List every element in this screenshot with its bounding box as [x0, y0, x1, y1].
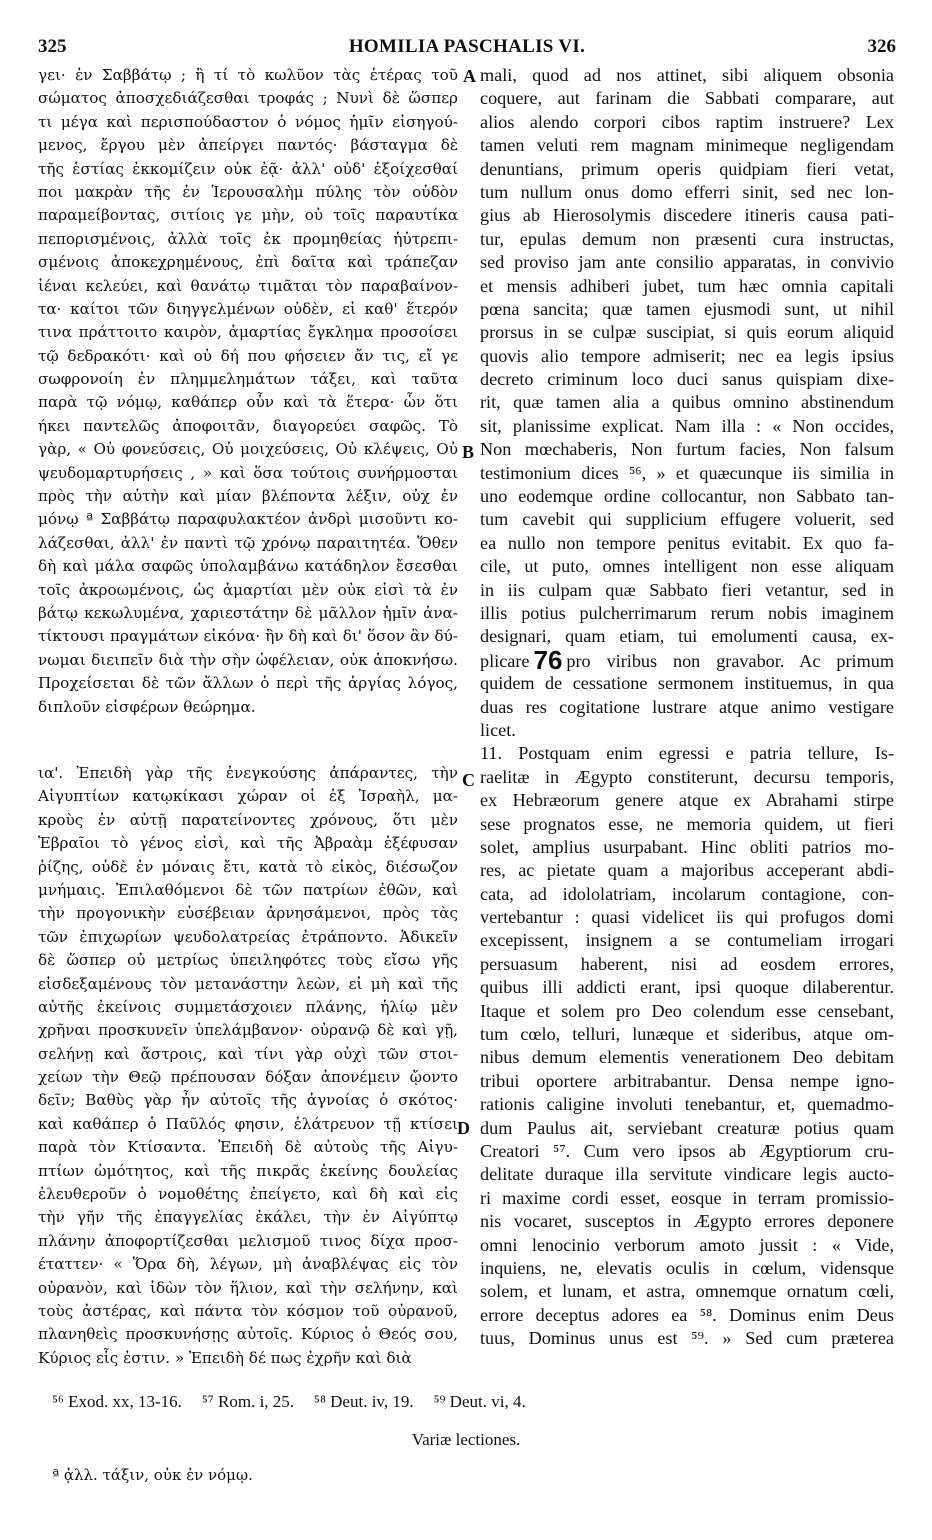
- greek-text-line: δὴ καὶ μάλα σαφῶς ὑπολαμβάνω κατάδηλον ἔσεσθαι: [38, 557, 458, 576]
- greek-text-line: χείων τὴν Θεῷ πρέπουσαν δόξαν ἀπονέμειν ᾤοντο: [38, 1068, 458, 1087]
- variant-reading: ª ᾀλλ. τάξιν, οὐκ ἐν νόμῳ.: [52, 1466, 253, 1484]
- latin-text-line: rationis caligine involuti tenebantur, et, quemadmo-: [480, 1094, 894, 1115]
- greek-text-line: τῆς ἑστίας ἐκκομίζειν οὐκ ἐᾷ· ἀλλ' οὐδ' ἐξοίχεσθαί: [38, 159, 458, 178]
- latin-text-line: tuus, Dominus unus est ⁵⁹. » Sed cum præterea: [480, 1328, 894, 1349]
- latin-text-line: testimonium dices ⁵⁶, » et quæcunque iis similia in: [480, 462, 894, 483]
- greek-text-line: διπλοῦν εἰσφέρων θεώρημα.: [38, 697, 256, 716]
- latin-text-line: vertebantur : quasi videlicet iis qui profugos domi: [480, 907, 894, 928]
- greek-text-line: τὴν προγονικὴν εὐσέβειαν ἀρνησάμενοι, πρὸς τὰς: [38, 904, 458, 923]
- latin-text-line: 11. Postquam enim egressi e patria tellure, Is-: [480, 743, 894, 764]
- greek-text-line: μενος, ἔργου μὲν ἀπείργει παντός· βάσταγμα δὲ: [38, 136, 458, 155]
- latin-text-line: Creatori ⁵⁷. Cum vero ipsos ab Ægyptiorum cru-: [480, 1140, 894, 1161]
- greek-text-line: Ἑβραῖοι τὸ γένος εἰσὶ, καὶ τῆς Ἀβραὰμ ἐξέφυσαν: [38, 834, 458, 853]
- greek-text-line: σελήνῃ καὶ ἄστροις, καὶ τίνι γὰρ οὐχὶ τῶν στοι-: [38, 1044, 458, 1063]
- latin-text-line: illis potius pulcherrimarum rerum nobis imaginem: [480, 602, 894, 623]
- latin-text-line: sese prognatos esse, ne memoria quidem, ut fieri: [480, 813, 894, 834]
- greek-text-line: καὶ καθάπερ ὁ Παῦλός φησιν, ἐλάτρευον τῇ κτίσει: [38, 1114, 458, 1133]
- margin-marker-a: A: [463, 66, 476, 86]
- greek-text-line: πρὸς τὴν αὐτὴν καὶ μίαν βλέποντα λέξιν, οὐχ ἐν: [38, 487, 458, 506]
- latin-text-line: ea nullo non tempore penitus evitabit. Ex quo fa-: [480, 532, 894, 553]
- greek-text-line: τὴν γῆν τῆς ἐπαγγελίας ἐκάλει, τὴν ἐν Αἰγύπτῳ: [38, 1208, 458, 1227]
- latin-text-line: cata, ad idololatriam, incolarum contagione, con-: [480, 883, 894, 904]
- latin-text-line: nibus demum elementis venerationem Deo debitam: [480, 1047, 894, 1068]
- latin-text-line: sit, planissime explicat. Nam illa : « Non occides,: [480, 415, 894, 436]
- greek-column-block-2: [38, 762, 458, 1370]
- latin-text-line: uno eodemque ordine collocantur, non Sabbato tan-: [480, 486, 894, 507]
- page-number-right: 326: [867, 36, 896, 57]
- latin-text-line: pœna sancita; quæ tamen ejusmodi sunt, ut nihil: [480, 298, 894, 319]
- latin-text-line: cile, ut puto, omnes intelligent non esse aliquam: [480, 556, 894, 577]
- latin-text-line: solet, amplius usurpabant. Hinc obliti patrios mo-: [480, 836, 894, 857]
- greek-text-line: ψευδομαρτυρήσεις , » καὶ ὅσα τούτοις συνήρμοσται: [38, 463, 458, 482]
- greek-text-line: τῷ δεδρακότι· καὶ οὐ δή που φήσειεν ἄν τις, εἴ γε: [38, 346, 458, 365]
- latin-text-line: Non mœchaberis, Non furtum facies, Non falsum: [480, 439, 894, 460]
- footnote: ⁵⁶ Exod. xx, 13-16.: [52, 1392, 182, 1411]
- greek-text-line: νωμαι διειπεῖν διὰ τὴν σὴν ὠφέλειαν, οὐκ ἀποκνήσω.: [38, 650, 458, 669]
- greek-text-line: ῥίζης, οὐδὲ ἐν μόναις ἔτι, κατὰ τὸ εἰκὸς, διέσωζον: [38, 857, 458, 876]
- running-header: [38, 36, 896, 60]
- greek-text-line: λάζεσθαι, ἀλλ' ἐν παντὶ τῷ χρόνῳ παραιτητέα. Ὅθεν: [38, 533, 458, 552]
- greek-text-line: έταττεν· « Ὅρα δὴ, λέγων, μὴ ἀναβλέψας εἰς τὸν: [38, 1255, 458, 1274]
- greek-text-line: τίκτουσι πραγμάτων εἰκόνα· ἣν δὴ καὶ δι' ὅσον ἂν δύ-: [38, 627, 458, 646]
- column-number: 76: [533, 648, 563, 673]
- greek-text-line: γὰρ, « Οὐ φονεύσεις, Οὐ μοιχεύσεις, Οὐ κλέψεις, Οὐ: [38, 440, 458, 459]
- latin-text-line: solem, et lunam, et astra, omnemque ornatum cœli,: [480, 1281, 894, 1302]
- latin-text-line: alios alendo corpori cibos raptim instruere? Lex: [480, 111, 894, 132]
- greek-text-line: τοὺς ἀστέρας, καὶ πάντα τὸν κόσμον τοῦ οὐρανοῦ,: [38, 1301, 458, 1320]
- latin-text-line: tum cœlo, telluri, lunæque et sideribus, atque om-: [480, 1024, 894, 1045]
- greek-text-line: αὐτῆς ἐκείνοις συμμετάσχοιεν πλάνης, ἡλίῳ μὲν: [38, 997, 458, 1016]
- greek-text-line: παρὰ τῷ νόμῳ, καθάπερ οὖν καὶ τὰ ἕτερα· ὧν ὅτι: [38, 393, 458, 412]
- greek-text-line: παρὰ τὸν Κτίσαντα. Ἐπειδὴ δὲ αὐτοὺς τῆς Αἰγυ-: [38, 1138, 458, 1157]
- footnote: ⁵⁸ Deut. iv, 19.: [314, 1392, 414, 1411]
- latin-text-line: raelitæ in Ægypto constiterunt, decursu temporis,: [480, 766, 894, 787]
- greek-text-line: πλανηθεὶς προσκυνήσῃς αὐτοῖς. Κύριος ὁ Θεός σου,: [38, 1325, 458, 1344]
- latin-text-line: nis vocaret, susceptos in Ægypto errores deponere: [480, 1211, 894, 1232]
- latin-text-line: decreto criminum loco duci sanus quispiam dixe-: [480, 369, 894, 390]
- latin-text-line: quovis alio tempore admiserit; nec ea legis ipsius: [480, 345, 894, 366]
- greek-text-line: βάτῳ κεκωλυμένα, χαριεστάτην δὲ μᾶλλον ἡμῖν ἀνα-: [38, 603, 458, 622]
- greek-text-line: πλάνην ἀποφορτίζεσθαι μελισμοῦ τινος δίχα προσ-: [38, 1231, 458, 1250]
- latin-text-line: licet.: [480, 719, 516, 740]
- greek-text-line: τινα πράττοιτο καιρὸν, ἁμαρτίας ἔγκλημα προσοίσει: [38, 323, 458, 342]
- column-number-line: [480, 649, 894, 672]
- greek-text-line: ἐλευθεροῦν ὁ νομοθέτης ἐπείγετο, καὶ δὴ καὶ εἰς: [38, 1185, 458, 1204]
- greek-text-line: τι μέγα καὶ περισπούδαστον ὁ νόμος ἡμῖν εἰσηγού-: [38, 112, 458, 131]
- latin-text-line: prorsus in se culpæ suscipiat, si quis eorum aliquid: [480, 322, 894, 343]
- footnotes: [52, 1392, 896, 1418]
- latin-text-line: excepissent, insignem a se contumeliam irrogari: [480, 930, 894, 951]
- greek-text-line: τοῖς ἀκροωμένοις, ὡς ἁμαρτίαι μὲν οὐκ εἰσὶ τὰ ἐν: [38, 580, 458, 599]
- latin-text-line: ri maxime cordi esset, eosque in terram promissio-: [480, 1187, 894, 1208]
- latin-text-line: quibus illi addicti erant, ipsi quoque dilaberentur.: [480, 977, 894, 998]
- greek-text-line: Προχείσεται δὲ τῶν ἄλλων ὁ περὶ τῆς ἀργίας λόγος,: [38, 674, 458, 693]
- greek-text-line: σμένοις ἀποκεχρημένους, ἐπὶ δαῖτα καὶ τράπεζαν: [38, 253, 458, 272]
- greek-text-line: κροὺς ἐν αὐτῇ παρατείνοντες χρόνους, ὅτι μὲν: [38, 810, 458, 829]
- greek-text-line: σωφρονοίη ἐν πλημμελημάτων τάξει, καὶ ταῦτα: [38, 370, 458, 389]
- greek-text-line: Αἰγυπτίων κατῳκίκασι χώραν οἱ ἐξ Ἰσραὴλ, μα-: [38, 787, 458, 806]
- latin-text-line: mali, quod ad nos attinet, sibi aliquem obsonia: [480, 65, 894, 85]
- greek-text-line: πτίων ὠμότητος, καὶ τῆς πικρᾶς ἐκείνης δουλείας: [38, 1161, 458, 1180]
- latin-text-line: quidem de cessatione sermonem instituemus, in qua: [480, 673, 894, 694]
- greek-text-line: ἰέναι κελεύει, καὶ θανάτῳ τιμᾶται τὸν παραβαίνον-: [38, 276, 458, 295]
- latin-text-line: res, ac pietate quam a majoribus acceperant abdi-: [480, 860, 894, 881]
- latin-text-line: sed proviso jam ante consilio apparatas, in convivio: [480, 252, 894, 273]
- greek-text-line: δὲ ὥσπερ οὐ μετρίως ὑπειληφότες τοὺς εἴσω γῆς: [38, 951, 458, 970]
- greek-text-line: παραμείβοντας, σιτίοις γε μὴν, οὐ τοῖς παραυτίκα: [38, 206, 458, 225]
- greek-text-line: τῶν ἐπιχωρίων ψευδολατρείας ἐτράποντο. Ἀδικεῖν: [38, 927, 458, 946]
- latin-text-line: duas res cogitatione lustrare atque animo vestigare: [480, 696, 894, 717]
- latin-text-line: in iis culpam quæ Sabbato fieri vetantur, sed in: [480, 579, 894, 600]
- greek-column-block-1: [38, 64, 458, 719]
- latin-text-line: errore deceptus adores ea ⁵⁸. Dominus enim Deus: [480, 1304, 894, 1325]
- latin-text-line: Itaque et solem pro Deo colendum esse censebant,: [480, 1000, 894, 1021]
- latin-text-line: tum nullum onus domo efferri sinit, sed nec lon-: [480, 181, 894, 202]
- greek-text-line: γει· ἐν Σαββάτῳ ; ἢ τί τὸ κωλῦον τὰς ἑτέρας τοῦ: [38, 66, 458, 84]
- greek-text-line: Κύριος εἷς ἐστιν. » Ἐπειδὴ δέ πως ἐχρῆν καὶ διὰ: [38, 1348, 412, 1367]
- latin-text-line: rit, quæ tamen alia a quibus omnino abstinendum: [480, 392, 894, 413]
- latin-text-line: inquiens, ne, elevatis oculis in cœlum, vidensque: [480, 1257, 894, 1278]
- greek-text-line: οὐρανὸν, καὶ ἰδὼν τὸν ἥλιον, καὶ τὴν σελήνην, καὶ: [38, 1278, 458, 1297]
- latin-text-line: designari, quam etiam, tui emolumenti causa, ex-: [480, 626, 894, 647]
- footnote: ⁵⁷ Rom. i, 25.: [201, 1392, 295, 1411]
- greek-text-line: εἰσδεξαμένους τὸν μετανάστην λεὼν, εἰ μὴ καὶ τῆς: [38, 974, 458, 993]
- latin-text-line: coquere, aut farinam die Sabbati comparare, aut: [480, 88, 894, 109]
- latin-text-line: tum cavebit qui supplicium effugere voluerit, sed: [480, 509, 894, 530]
- latin-text-line: persuasum haberent, nisi ad eosdem errores,: [480, 953, 894, 974]
- margin-marker-d: D: [457, 1118, 470, 1138]
- line-text: pro viribus non gravabor. Ac primum: [566, 650, 894, 671]
- latin-text-line: tribui oportere arbitrabantur. Densa nempe igno-: [480, 1070, 894, 1091]
- greek-text-line: ποι μακρὰν τῆς ἐν Ἱερουσαλὴμ πύλης τὸν οὐδὸν: [38, 182, 458, 201]
- margin-marker-c: C: [462, 770, 475, 790]
- page-number-left: 325: [38, 36, 67, 57]
- latin-text-line: denuntians, primum operis quidpiam fieri vetat,: [480, 158, 894, 179]
- line-text: plicare: [480, 650, 530, 671]
- greek-text-line: δεῖν; Βαθὺς γὰρ ἦν αὐτοῖς τῆς ἀγνοίας ὁ σκότος·: [38, 1091, 458, 1110]
- greek-text-line: ια'. Ἐπειδὴ γὰρ τῆς ἐνεγκούσης ἀπάραντες, τὴν: [38, 764, 458, 782]
- page-title: HOMILIA PASCHALIS VI.: [348, 36, 586, 57]
- latin-text-line: ex Hebræorum genere atque ex Abrahami stirpe: [480, 790, 894, 811]
- latin-column: [480, 64, 894, 1350]
- latin-text-line: gius ab Hierosolymis discedere itineris causa pati-: [480, 205, 894, 226]
- greek-text-line: χρῆναι προσκυνεῖν ὑπελάμβανον· οὐρανῷ δὲ καὶ γῇ,: [38, 1021, 458, 1040]
- latin-text-line: delitate duraque illa servitute vindicare legis aucto-: [480, 1164, 894, 1185]
- greek-text-line: σώματος ἀποσχεδιάζεσθαι τροφάς ; Νυνὶ δὲ ὥσπερ: [38, 89, 458, 108]
- greek-text-line: τα· καίτοι τῶν διηγγελμένων οὐδὲν, εἰ καθ' ἕτερόν: [38, 299, 458, 318]
- greek-text-line: πεπορισμένοις, ἀλλὰ τοῖς ἐκ προμηθείας ἡὐτρεπι-: [38, 229, 458, 248]
- latin-text-line: tur, epulas demum non præsenti cura instructas,: [480, 228, 894, 249]
- greek-text-line: μνήμαις. Ἐπιλαθόμενοι δὲ τῶν πατρίων ἐθῶν, καὶ: [38, 880, 458, 899]
- latin-text-line: tamen veluti rem magnam minimeque negligendam: [480, 135, 894, 156]
- greek-text-line: μόνῳ ª Σαββάτῳ παραφυλακτέον ἀνδρὶ μισοῦντι κο-: [38, 510, 458, 529]
- latin-text-line: dum Paulus ait, serviebant creaturæ potius quam: [480, 1117, 894, 1138]
- latin-text-line: omni lenocinio verborum amoto jussit : « Vide,: [480, 1234, 894, 1255]
- margin-marker-b: B: [462, 442, 475, 462]
- footnote: ⁵⁹ Deut. vi, 4.: [433, 1392, 526, 1411]
- latin-text-line: et mensis adhiberi jubet, tum hæc omnia capitali: [480, 275, 894, 296]
- greek-text-line: ήκει παντελῶς ἀποφοιτᾶν, διαγορεύει σαφῶς. Τὸ: [38, 416, 458, 435]
- variae-lectiones-title: Variæ lectiones.: [411, 1430, 521, 1449]
